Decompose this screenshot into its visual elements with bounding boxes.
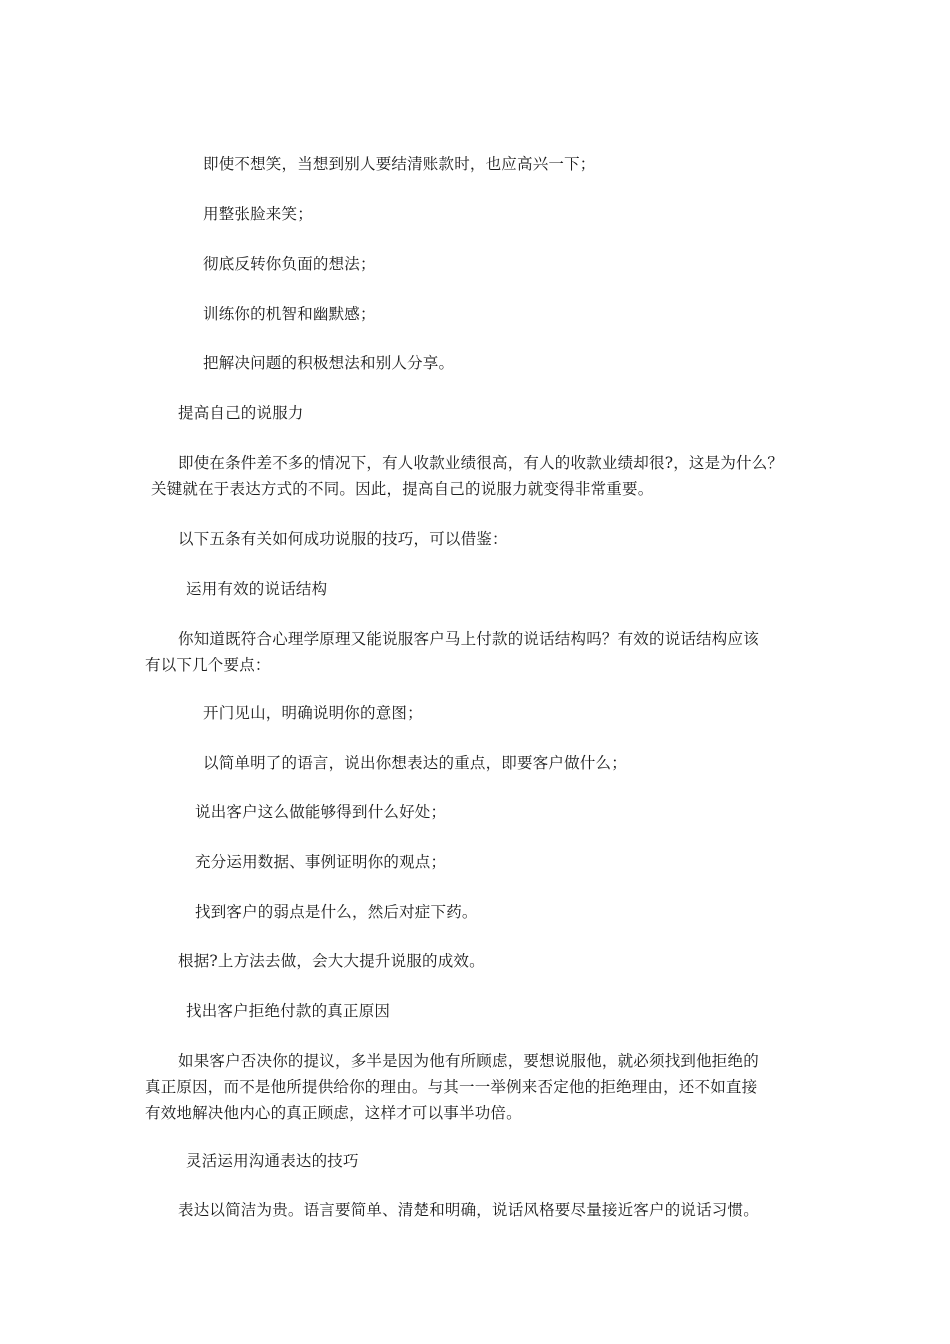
paragraph: 表达以简洁为贵。语言要简单、清楚和明确，说话风格要尽量接近客户的说话习惯。 xyxy=(178,1201,759,1219)
section-heading: 运用有效的说话结构 xyxy=(186,580,328,598)
bullet-item: 彻底反转你负面的想法； xyxy=(203,255,376,273)
paragraph xyxy=(178,626,759,652)
paragraph-line: 你知道既符合心理学原理又能说服客户马上付款的说话结构吗？有效的说话结构应该 xyxy=(178,630,759,648)
section-heading: 灵活运用沟通表达的技巧 xyxy=(186,1152,359,1170)
section-heading: 找出客户拒绝付款的真正原因 xyxy=(186,1002,391,1020)
conclusion-text: 根据?上方法去做，会大大提升说服的成效。 xyxy=(178,952,485,970)
intro-text: 以下五条有关如何成功说服的技巧，可以借鉴： xyxy=(178,530,508,548)
bullet-item: 把解决问题的积极想法和别人分享。 xyxy=(203,354,455,372)
bullet-item: 用整张脸来笑； xyxy=(203,205,313,223)
paragraph-line: 如果客户否决你的提议，多半是因为他有所顾虑，要想说服他，就必须找到他拒绝的 xyxy=(178,1052,759,1070)
section-heading: 提高自己的说服力 xyxy=(178,404,304,422)
paragraph-line: 真正原因，而不是他所提供给你的理由。与其一一举例来否定他的拒绝理由，还不如直接 xyxy=(145,1078,758,1096)
paragraph-line: 即使在条件差不多的情况下，有人收款业绩很高，有人的收款业绩却很?，这是为什么？ xyxy=(178,454,784,472)
paragraph-line: 有以下几个要点： xyxy=(145,656,271,674)
bullet-item: 训练你的机智和幽默感； xyxy=(203,305,376,323)
bullet-item: 以简单明了的语言，说出你想表达的重点，即要客户做什么； xyxy=(203,754,627,772)
paragraph-line: 关键就在于表达方式的不同。因此，提高自己的说服力就变得非常重要。 xyxy=(151,480,654,498)
paragraph xyxy=(151,476,653,502)
paragraph-line: 有效地解决他内心的真正顾虑，这样才可以事半功倍。 xyxy=(145,1104,522,1122)
paragraph xyxy=(178,1048,759,1074)
paragraph xyxy=(145,1074,757,1126)
bullet-item: 开门见山，明确说明你的意图； xyxy=(203,704,423,722)
bullet-item: 即使不想笑，当想到别人要结清账款时，也应高兴一下； xyxy=(203,155,596,173)
paragraph xyxy=(178,450,783,476)
paragraph xyxy=(145,652,271,678)
bullet-item: 充分运用数据、事例证明你的观点； xyxy=(195,853,447,871)
bullet-item: 找到客户的弱点是什么，然后对症下药。 xyxy=(195,903,478,921)
bullet-item: 说出客户这么做能够得到什么好处； xyxy=(195,803,447,821)
